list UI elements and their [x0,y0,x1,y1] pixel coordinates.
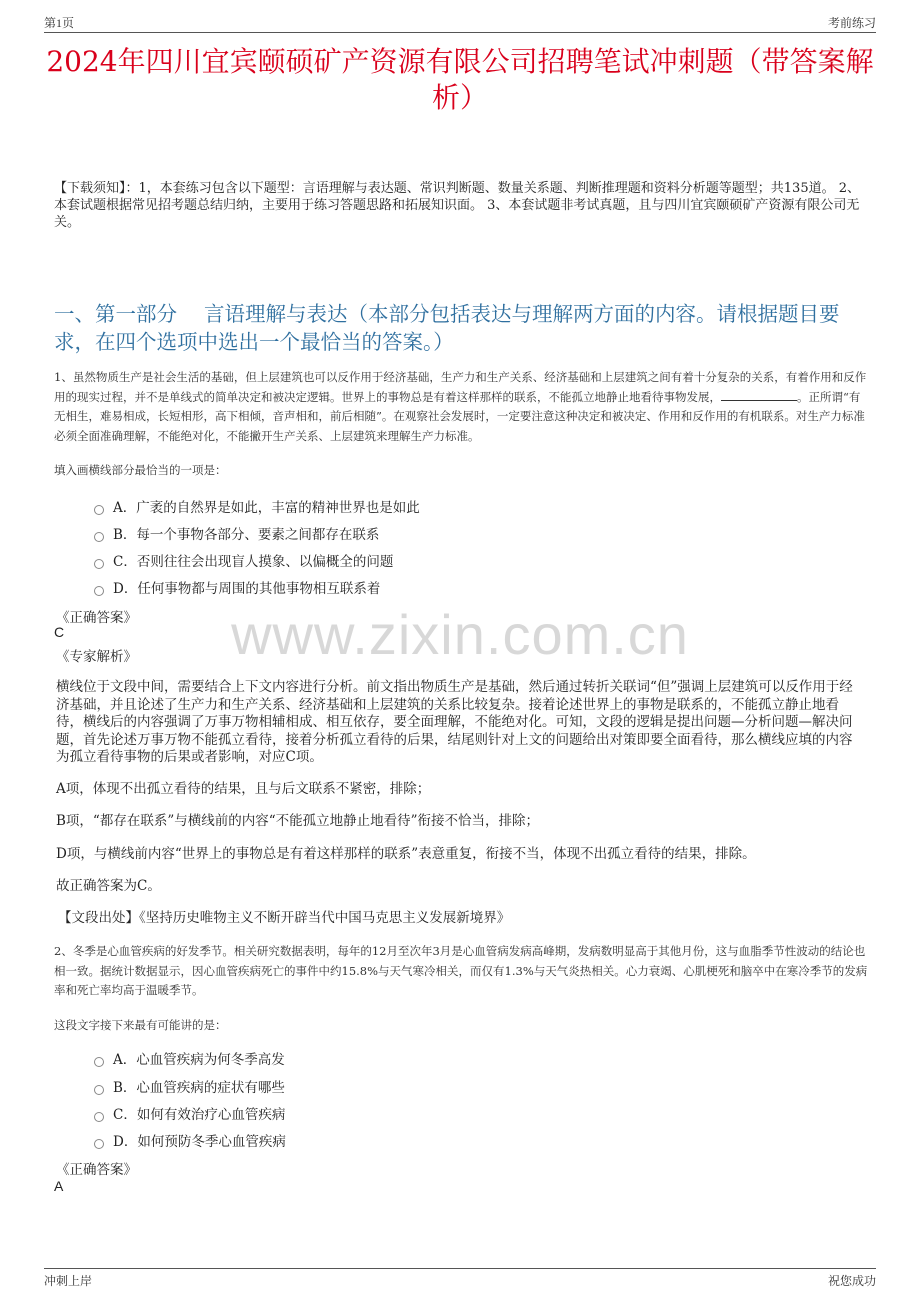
q2-option-c[interactable]: C．如何有效治疗心血管疾病 [94,1103,285,1123]
q1-analysis-main: 横线位于文段中间，需要结合上下文内容进行分析。前文指出物质生产是基础，然后通过转折关联词“但”强调上层建筑可以反作用于经济基础，并且论述了生产力和生产关系、经济基础和上层建筑的关系比较复杂。接着论述世界上的事物是联系的，不能孤立静止地看待，横线后的内容强调了万事万物相辅相成、相互依存，要全面理解，不能绝对化。可知，文段的逻辑是提出问题—分析问题—解决问题，首先论述万事万物不能孤立看待，接着分析孤立看待的后果，结尾则针对上文的问题给出对策即要全面看待，那么横线应填的内容为孤立看待事物的后果或者影响，对应C项。 [56,679,853,765]
q1-answer-label: 《正确答案》 [56,610,137,626]
footer-divider [44,1268,876,1269]
q2-answer-label: 《正确答案》 [56,1162,137,1178]
footer-right-label: 祝您成功 [827,1274,876,1288]
q1-option-b[interactable]: B．每一个事物各部分、要素之间都存在联系 [94,523,379,543]
document-title: 2024年四川宜宾颐硕矿产资源有限公司招聘笔试冲刺题（带答案解析） [46,45,874,114]
radio-icon[interactable] [94,1112,104,1122]
q1-option-c[interactable]: C．否则往往会出现盲人摸象、以偏概全的问题 [94,550,393,570]
question-2-prompt: 这段文字接下来最有可能讲的是： [54,1018,227,1032]
fill-blank [721,400,797,401]
question-1-text: 1、虽然物质生产是社会生活的基础，但上层建筑也可以反作用于经济基础，生产力和生产关系、经济基础和上层建筑之间有着十分复杂的关系，有着作用和反作用的现实过程，并不是单线式的简单决定和被决定逻辑。世界上的事物总是有着这样那样的联系，不能孤立地静止地看待事物发展， 。正所谓“有无相生，难易相成，长短相形，高下相倾，音声相和，前后相随”。在观察社会发展时，一定要注意这种决定和被决定、作用和反作用的有机联系。对生产力标准必须全面准确理解，不能绝对化，不能撇开生产关系、上层建筑来理解生产力标准。 [54,370,867,443]
q1-option-d[interactable]: D．任何事物都与周围的其他事物相互联系着 [94,577,380,597]
page-number: 第1页 [44,16,75,30]
download-notice: 【下载须知】：1，本套练习包含以下题型：言语理解与表达题、常识判断题、数量关系题、判断推理题和资料分析题等题型；共135道。 2、本套试题根据常见招考题总结归纳，主要用于练习答题思路和拓展知识面。 3、本套试题非考试真题，且与四川宜宾颐硕矿产资源有限公司无关。 [54,181,860,230]
radio-icon[interactable] [94,505,104,515]
watermark: www.zixin.com.cn [231,603,689,666]
q2-option-d[interactable]: D．如何预防冬季心血管疾病 [94,1130,286,1150]
section-heading: 一、第一部分 言语理解与表达（本部分包括表达与理解两方面的内容。请根据题目要求，在四个选项中选出一个最恰当的答案。） [54,302,840,354]
radio-icon[interactable] [94,1085,104,1095]
q1-analysis-a: A项，体现不出孤立看待的结果，且与后文联系不紧密，排除； [56,781,431,797]
radio-icon[interactable] [94,559,104,569]
footer-left-label: 冲刺上岸 [44,1274,93,1288]
q1-analysis-label: 《专家解析》 [56,649,137,665]
q1-option-a[interactable]: A．广袤的自然界是如此，丰富的精神世界也是如此 [94,496,420,516]
q1-answer: C [54,624,65,640]
radio-icon[interactable] [94,532,104,542]
q1-analysis-d: D项，与横线前内容“世界上的事物总是有着这样那样的联系”表意重复，衔接不当，体现不出孤立看待的结果，排除。 [56,846,756,862]
q1-analysis-conclusion: 故正确答案为C。 [56,878,161,894]
header-divider [44,32,876,33]
q2-answer: A [54,1178,64,1194]
q2-option-a[interactable]: A．心血管疾病为何冬季高发 [94,1048,285,1068]
radio-icon[interactable] [94,586,104,596]
q2-option-b[interactable]: B．心血管疾病的症状有哪些 [94,1076,285,1096]
q1-analysis-b: B项，“都存在联系”与横线前的内容“不能孤立地静止地看待”衔接不恰当，排除； [56,813,540,829]
question-2-text: 2、冬季是心血管疾病的好发季节。相关研究数据表明，每年的12月至次年3月是心血管病发病高峰期，发病数明显高于其他月份，这与血脂季节性波动的结论也相一致。据统计数据显示，因心血管疾病死亡的事件中约15.8%与天气寒冷相关，而仅有1.3%与天气炎热相关。心力衰竭、心肌梗死和脑卒中在寒冷季节的发病率和死亡率均高于温暖季节。 [54,944,868,997]
header-right-label: 考前练习 [827,16,876,30]
radio-icon[interactable] [94,1139,104,1149]
question-1-prompt: 填入画横线部分最恰当的一项是： [54,463,227,477]
q1-source: 【文段出处】《坚持历史唯物主义不断开辟当代中国马克思主义发展新境界》 [58,910,511,926]
radio-icon[interactable] [94,1057,104,1067]
